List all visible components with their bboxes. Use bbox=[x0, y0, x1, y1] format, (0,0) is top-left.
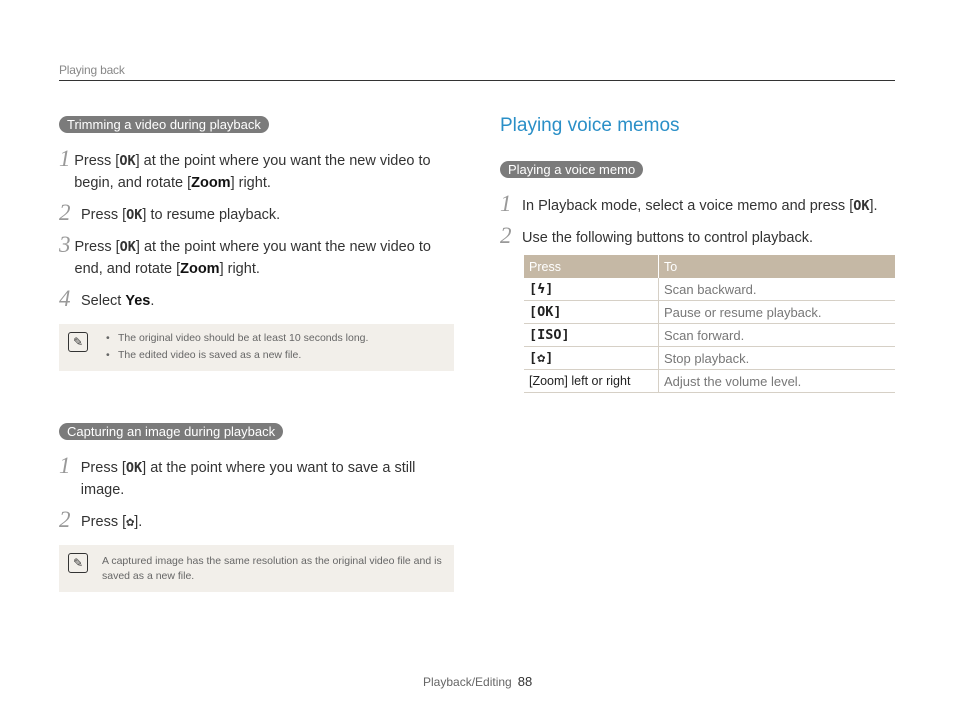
page-footer bbox=[423, 674, 532, 689]
column-header-to: To bbox=[659, 255, 896, 278]
capture-section-label: Capturing an image during playback bbox=[59, 423, 283, 440]
zoom-key: Zoom bbox=[191, 175, 231, 191]
step-text: Use the following buttons to control playback. bbox=[522, 230, 813, 246]
table-header-row bbox=[524, 255, 895, 278]
header-rule bbox=[59, 80, 895, 81]
trim-step-1 bbox=[59, 146, 459, 194]
trim-step-4 bbox=[59, 286, 459, 312]
table-cell-to: Pause or resume playback. bbox=[659, 301, 896, 324]
table-cell-press: [OK] bbox=[524, 301, 659, 324]
capture-step-1 bbox=[59, 453, 459, 501]
trim-section-label: Trimming a video during playback bbox=[59, 116, 269, 133]
table-cell-to: Stop playback. bbox=[659, 347, 896, 370]
table-cell-press: [Zoom] left or right bbox=[524, 370, 659, 393]
macro-icon: ✿ bbox=[126, 514, 135, 530]
table-cell-to: Adjust the volume level. bbox=[659, 370, 896, 393]
ok-key: OK bbox=[119, 153, 136, 169]
voice-memo-section-label: Playing a voice memo bbox=[500, 161, 643, 178]
step-text: Select Yes. bbox=[81, 293, 155, 309]
footer-section-label: Playback/Editing bbox=[423, 675, 512, 689]
trim-step-3 bbox=[59, 232, 459, 280]
zoom-key: Zoom bbox=[180, 261, 220, 277]
step-text: In Playback mode, select a voice memo and press [OK]. bbox=[522, 198, 878, 214]
yes-option: Yes bbox=[125, 293, 151, 309]
step-number: 1 bbox=[59, 146, 71, 171]
step-text: Press [✿]. bbox=[81, 514, 143, 530]
step-text: Press [OK] at the point where you want the new video to begin, and rotate [Zoom] right. bbox=[74, 153, 431, 191]
step-number: 4 bbox=[59, 286, 71, 311]
step-text: Press [OK] at the point where you want the new video to end, and rotate [Zoom] right. bbox=[74, 239, 431, 277]
step-number: 2 bbox=[59, 507, 71, 532]
playback-controls-table bbox=[524, 255, 895, 393]
note-icon: ✎ bbox=[68, 553, 88, 573]
step-number: 2 bbox=[59, 200, 71, 225]
column-header-press: Press bbox=[524, 255, 659, 278]
table-cell-press: [✿] bbox=[524, 347, 659, 370]
step-number: 2 bbox=[500, 223, 512, 248]
voice-step-1 bbox=[500, 191, 900, 217]
table-row bbox=[524, 301, 895, 324]
table-row bbox=[524, 324, 895, 347]
note-icon: ✎ bbox=[68, 332, 88, 352]
capture-note-text: A captured image has the same resolution as the original video file and is saved as a new file. bbox=[102, 555, 442, 582]
ok-key: OK bbox=[119, 239, 136, 255]
table-cell-press: [ISO] bbox=[524, 324, 659, 347]
step-text: Press [OK] at the point where you want to save a still image. bbox=[80, 460, 416, 498]
trim-note-box bbox=[59, 324, 454, 371]
step-number: 1 bbox=[500, 191, 512, 216]
table-cell-to: Scan backward. bbox=[659, 278, 896, 301]
ok-key: OK bbox=[126, 207, 143, 223]
ok-key: OK bbox=[125, 460, 143, 476]
table-row bbox=[524, 278, 895, 301]
note-item: • The original video should be at least 10 seconds long. bbox=[118, 330, 368, 347]
table-row bbox=[524, 370, 895, 393]
step-text: Press [OK] to resume playback. bbox=[81, 207, 281, 223]
section-title: Playing voice memos bbox=[500, 115, 680, 136]
ok-key: OK bbox=[853, 198, 870, 214]
trim-note-list bbox=[88, 330, 368, 364]
note-item: • The edited video is saved as a new file. bbox=[118, 347, 368, 364]
table-row bbox=[524, 347, 895, 370]
step-number: 1 bbox=[59, 453, 71, 478]
running-header: Playing back bbox=[59, 63, 125, 77]
capture-note-box bbox=[59, 545, 454, 592]
capture-step-2 bbox=[59, 507, 459, 533]
page-number: 88 bbox=[517, 674, 533, 689]
voice-step-2 bbox=[500, 223, 900, 249]
table-cell-press: [ϟ] bbox=[524, 278, 659, 301]
table-cell-to: Scan forward. bbox=[659, 324, 896, 347]
trim-step-2 bbox=[59, 200, 459, 226]
step-number: 3 bbox=[59, 232, 71, 257]
